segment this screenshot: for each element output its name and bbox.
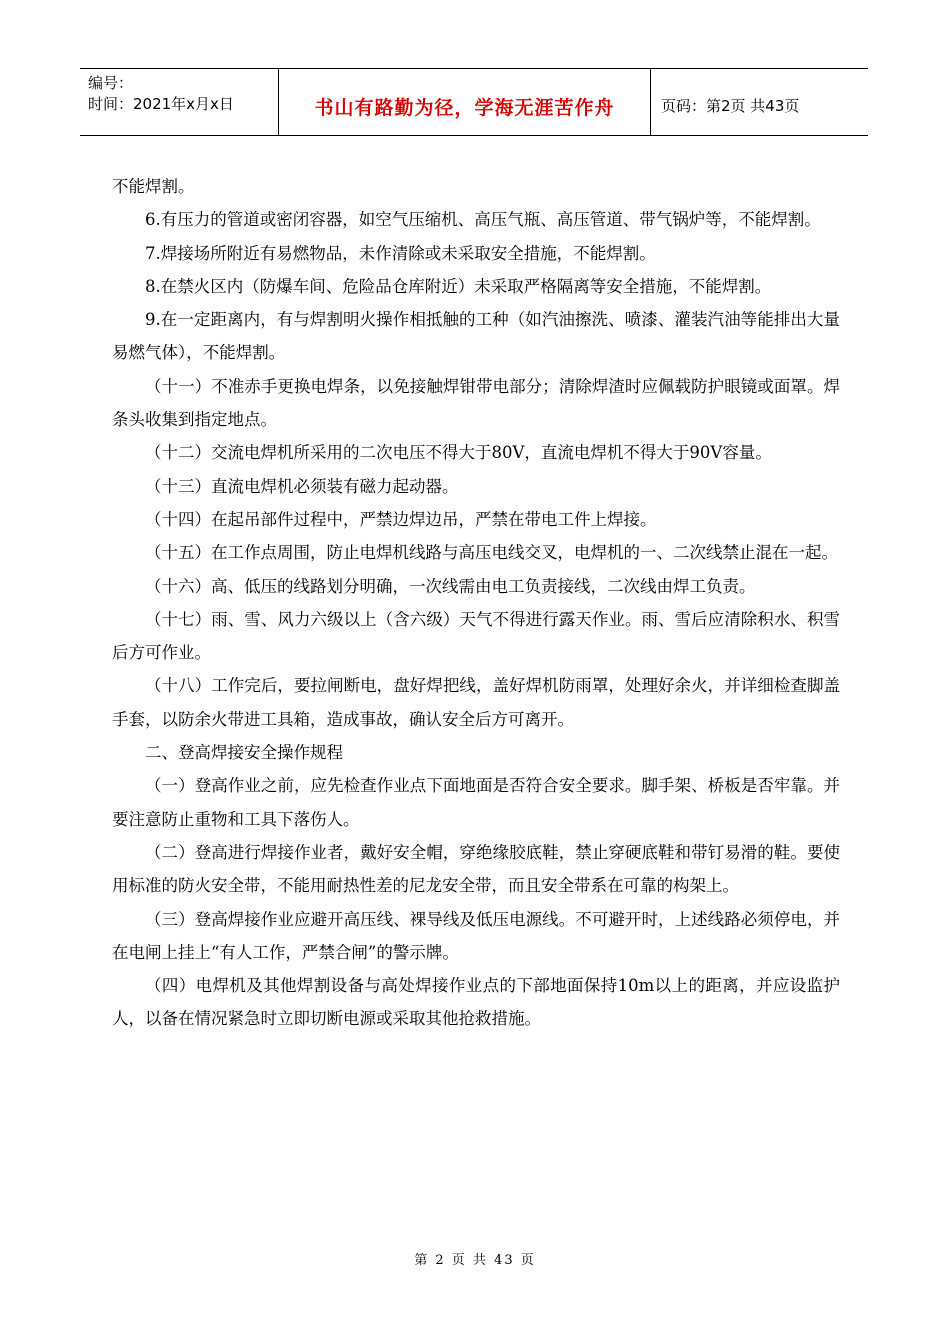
paragraph: （十三）直流电焊机必须装有磁力起动器。 [145,476,459,496]
paragraph: （一）登高作业之前，应先检查作业点下面地面是否符合安全要求。脚手架、桥板是否牢靠。并要注意防止重物和工具下落伤人。 [112,776,840,829]
header-meta-cell [80,69,279,135]
paragraph: 6.有压力的管道或密闭容器，如空气压缩机、高压气瓶、高压管道、带气锅炉等，不能焊割。 [145,210,821,230]
document-time-label: 时间：2021年x月x日 [88,95,234,113]
paragraph: （十四）在起吊部件过程中，严禁边焊边吊，严禁在带电工件上焊接。 [145,509,657,529]
paragraph: （十一）不准赤手更换电焊条，以免接触焊钳带电部分；清除焊渣时应佩载防护眼镜或面罩。焊条头收集到指定地点。 [112,376,840,430]
paragraph: （三）登高焊接作业应避开高压线、裸导线及低压电源线。不可避开时，上述线路必须停电，并在电闸上挂上“有人工作，严禁合闸”的警示牌。 [112,909,840,962]
paragraph: （四）电焊机及其他焊割设备与高处焊接作业点的下部地面保持10m以上的距离，并应设监护人，以备在情况紧急时立即切断电源或采取其他抢救措施。 [112,976,840,1029]
header-motto: 书山有路勤为径，学海无涯苦作舟 [279,69,651,135]
paragraph: （十六）高、低压的线路划分明确，一次线需由电工负责接线，二次线由焊工负责。 [145,576,756,596]
section-heading: 二、登高焊接安全操作规程 [145,743,343,763]
page-header [80,68,868,136]
paragraph: 7.焊接场所附近有易燃物品，未作清除或未采取安全措施，不能焊割。 [145,243,656,263]
paragraph: （十七）雨、雪、风力六级以上（含六级）天气不得进行露天作业。雨、雪后应清除积水、积雪后方可作业。 [112,609,840,663]
paragraph: 9.在一定距离内，有与焊割明火操作相抵触的工种（如汽油擦洗、喷漆、灌装汽油等能排出大量易燃气体），不能焊割。 [112,310,840,363]
paragraph: （十八）工作完后，要拉闸断电，盘好焊把线，盖好焊机防雨罩，处理好余火，并详细检查脚盖手套，以防余火带进工具箱，造成事故，确认安全后方可离开。 [112,676,840,729]
paragraph: （十五）在工作点周围，防止电焊机线路与高压电线交叉，电焊机的一、二次线禁止混在一起。 [145,543,838,563]
header-page-info: 页码：第2页 共43页 [661,96,800,115]
paragraph: 8.在禁火区内（防爆车间、危险品仓库附近）未采取严格隔离等安全措施，不能焊割。 [145,276,772,296]
page-footer: 第 2 页 共 43 页 [414,1253,536,1268]
paragraph: 不能焊割。 [112,177,195,196]
document-body [112,170,840,1036]
paragraph: （十二）交流电焊机所采用的二次电压不得大于80V，直流电焊机不得大于90V容量。 [145,443,772,463]
paragraph: （二）登高进行焊接作业者，戴好安全帽，穿绝缘胶底鞋，禁止穿硬底鞋和带钉易滑的鞋。要使用标准的防火安全带，不能用耐热性差的尼龙安全带，而且安全带系在可靠的构架上。 [112,842,840,896]
document-number-label: 编号： [88,74,134,92]
